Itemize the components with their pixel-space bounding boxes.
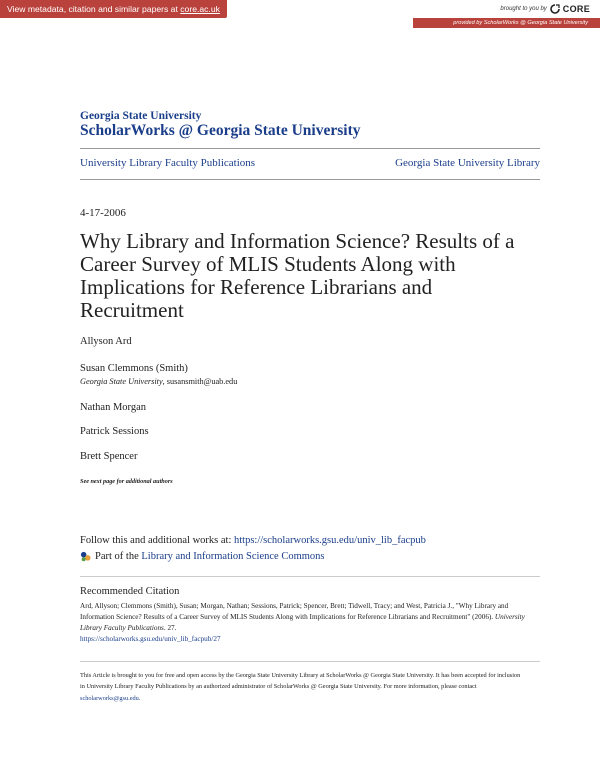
citation-number: . 27.	[163, 624, 177, 632]
university-name[interactable]: Georgia State University	[80, 110, 202, 122]
affiliation-institution: Georgia State University	[80, 377, 163, 386]
author-name: Allyson Ard	[80, 336, 132, 347]
follow-url-link[interactable]: https://scholarworks.gsu.edu/univ_lib_facpub	[234, 535, 426, 546]
access-statement-text: This Article is brought to you for free and open access by the Georgia State University Library at ScholarWorks @ Georgia State University. It has been accepted for inclusion in University Library Faculty Publications by an authorized administrator of ScholarWorks @ Georgia State University. For more information, please contact	[80, 672, 521, 691]
publication-date: 4-17-2006	[80, 207, 126, 219]
brought-by-text: brought to you by	[500, 6, 547, 12]
author-name: Patrick Sessions	[80, 426, 149, 437]
recommended-citation-heading: Recommended Citation	[80, 586, 180, 597]
citation-series: University Library Faculty Publications	[80, 613, 525, 632]
part-of-line	[80, 551, 325, 562]
core-logo-text: CORE	[562, 4, 590, 14]
see-next-page-note: See next page for additional authors	[80, 478, 173, 485]
affiliation-email: , susansmith@uab.edu	[162, 377, 238, 386]
author-name: Susan Clemmons (Smith)	[80, 363, 188, 374]
citation-url-link[interactable]: https://scholarworks.gsu.edu/univ_lib_facpub/27	[80, 635, 221, 643]
core-link-domain[interactable]: core.ac.uk	[180, 4, 220, 14]
citation-body: Ard, Allyson; Clemmons (Smith), Susan; Morgan, Nathan; Sessions, Patrick; Spencer, Brett; Tidwell, Tracy; and West, Patricia J., "Why Library and Information Science? Results of a Career Survey of MLIS Students Along with Implications for Reference Librarians and Recruitment" (2006).	[80, 602, 509, 621]
core-logo-icon	[550, 4, 560, 14]
core-banner	[0, 0, 600, 26]
commons-link[interactable]: Library and Information Science Commons	[141, 551, 325, 562]
paper-title: Why Library and Information Science? Results of a Career Survey of MLIS Students Along with Implications for Reference Librarians and Recruitment	[80, 229, 515, 322]
citation-text	[80, 601, 525, 645]
footer-rule	[80, 661, 540, 662]
core-link-text: View metadata, citation and similar papers at	[7, 4, 181, 14]
repository-name[interactable]: ScholarWorks @ Georgia State University	[80, 122, 361, 139]
core-metadata-link[interactable]	[0, 0, 227, 18]
access-statement-end: .	[138, 694, 141, 702]
brought-to-you-by	[500, 4, 590, 14]
network-commons-icon	[80, 551, 91, 562]
nav-library[interactable]: Georgia State University Library	[395, 157, 540, 169]
section-rule	[80, 576, 540, 577]
header-rule-top	[80, 148, 540, 149]
contact-email-link[interactable]: scholarworks@gsu.edu	[80, 694, 139, 702]
part-of-label: Part of the	[95, 551, 142, 562]
author-name: Brett Spencer	[80, 451, 138, 462]
part-of-text	[95, 551, 325, 562]
follow-line	[80, 535, 426, 546]
author-affiliation	[80, 377, 237, 386]
access-statement	[80, 670, 525, 704]
header-rule-bottom	[80, 179, 540, 180]
nav-faculty-publications[interactable]: University Library Faculty Publications	[80, 157, 256, 169]
provided-by-bar: provided by ScholarWorks @ Georgia State University	[413, 18, 600, 28]
follow-label: Follow this and additional works at:	[80, 535, 234, 546]
author-name: Nathan Morgan	[80, 402, 146, 413]
